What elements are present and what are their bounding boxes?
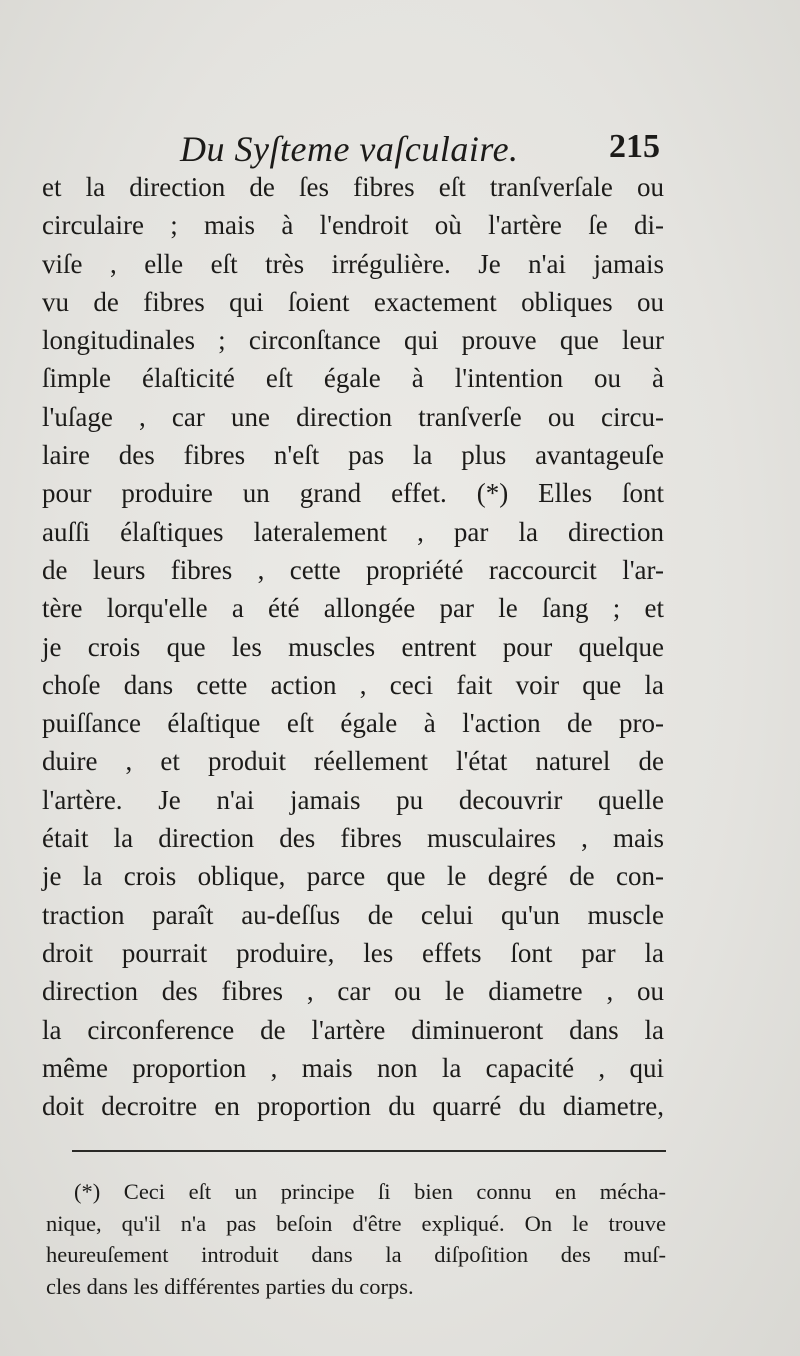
text-line: doit decroitre en proportion du quarré du diametre, <box>42 1091 664 1122</box>
text-line: choſe dans cette action , ceci fait voir que la <box>42 669 664 700</box>
text-line: et la direction de ſes fibres eſt tranſverſale ou <box>42 172 664 202</box>
text-line: laire des fibres n'eſt pas la plus avantageuſe <box>42 440 664 471</box>
text-line: je crois que les muscles entrent pour quelque <box>42 631 664 662</box>
text-line: l'artère. Je n'ai jamais pu decouvrir quelle <box>42 784 664 815</box>
text-line: même proportion , mais non la capacité , qui <box>42 1052 664 1083</box>
footnote-line: heureuſement introduit dans la diſpoſition des muſ- <box>46 1242 666 1267</box>
text-line: vu de fibres qui ſoient exactement obliques ou <box>42 286 664 317</box>
footnote-line: cles dans les différentes parties du corps. <box>46 1273 414 1299</box>
text-line: la circonference de l'artère diminueront dans la <box>42 1014 664 1045</box>
page-header <box>180 128 660 172</box>
footnote-rule <box>72 1150 666 1152</box>
text-line: de leurs fibres , cette propriété raccourcit l'ar- <box>42 554 664 585</box>
text-line: duire , et produit réellement l'état naturel de <box>42 746 664 777</box>
page-number: 215 <box>609 128 660 165</box>
text-line: longitudinales ; circonſtance qui prouve que leur <box>42 325 664 356</box>
running-title: Du Syſteme vaſculaire. <box>180 129 519 169</box>
text-line: ſimple élaſticité eſt égale à l'intention ou à <box>42 363 664 394</box>
text-line: circulaire ; mais à l'endroit où l'artère ſe di- <box>42 210 664 241</box>
text-line: viſe , elle eſt très irrégulière. Je n'ai jamais <box>42 248 664 279</box>
text-line: était la direction des fibres musculaires , mais <box>42 823 664 854</box>
text-line: je la crois oblique, parce que le degré de con- <box>42 861 664 892</box>
body-text <box>42 168 664 1125</box>
text-line: pour produire un grand effet. (*) Elles ſont <box>42 478 664 509</box>
text-line: tère lorqu'elle a été allongée par le ſang ; et <box>42 593 664 624</box>
footnote-line: (*) Ceci eſt un principe ſi bien connu en mécha- <box>74 1179 666 1204</box>
text-line: auſſi élaſtiques lateralement , par la direction <box>42 516 664 547</box>
text-line: direction des fibres , car ou le diametre , ou <box>42 976 664 1007</box>
footnote <box>46 1176 666 1302</box>
footnote-line: nique, qu'il n'a pas beſoin d'être expliqué. On le trouve <box>46 1210 666 1236</box>
text-line: l'uſage , car une direction tranſverſe ou circu- <box>42 401 664 432</box>
text-line: puiſſance élaſtique eſt égale à l'action de pro- <box>42 708 664 739</box>
text-line: droit pourrait produire, les effets ſont par la <box>42 937 664 968</box>
text-line: traction paraît au-deſſus de celui qu'un muscle <box>42 899 664 930</box>
